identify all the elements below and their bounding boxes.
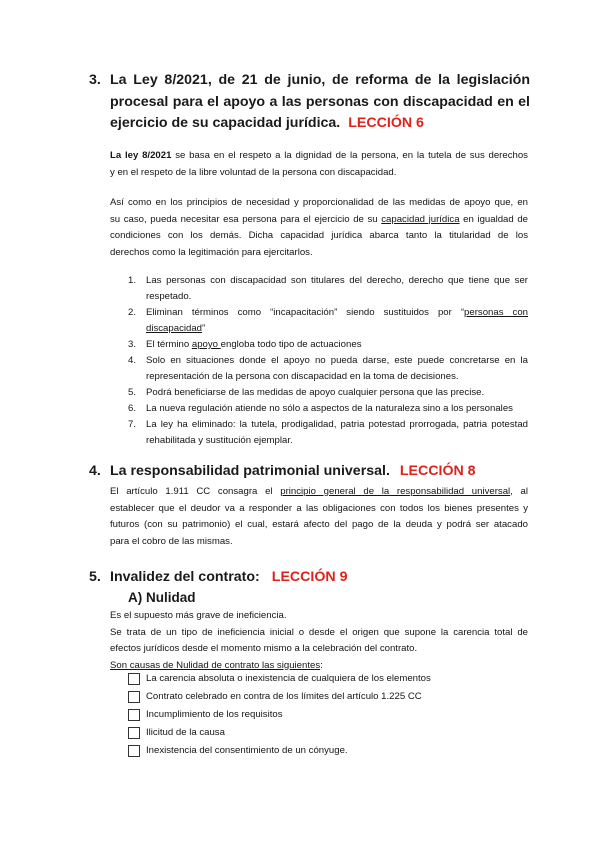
apoyo-term: apoyo [191, 339, 221, 350]
law-name: La ley 8/2021 [110, 150, 172, 161]
section-5-heading [110, 567, 347, 589]
section-3-paragraph-1 [110, 148, 528, 181]
section-5-title: Invalidez del contrato: [110, 569, 260, 585]
list-item: Inexistencia del consentimiento de un cónyuge. [128, 742, 528, 760]
list-item: 1. Las personas con discapacidad son titulares del derecho, derecho que tiene que ser respetado. [128, 275, 528, 302]
p1-line1: se basa en el respeto a la dignidad de la persona, en la tutela de sus derechos [175, 150, 528, 161]
list-item: 5. Podrá beneficiarse de las medidas de apoyo cualquier persona que las precise. [128, 387, 485, 398]
subsection-nulidad: A) Nulidad [128, 590, 196, 605]
list-item: 2. Eliminan términos como “incapacitación” siendo sustituidos por “personas con discapacidad” [128, 307, 529, 334]
section-4-heading [110, 461, 476, 483]
list-item: Ilicitud de la causa [128, 724, 528, 742]
section-4-lesson: LECCIÓN 8 [399, 463, 476, 479]
p2-line2b: en igualdad de [463, 213, 528, 225]
section-5-lesson: LECCIÓN 9 [271, 569, 348, 585]
section-3-heading [110, 70, 530, 135]
personas-con-discapacidad-term: personas con discapacidad [146, 307, 529, 334]
checkbox-icon[interactable] [128, 727, 140, 739]
section-4-number: 4. [89, 463, 101, 479]
checkbox-icon[interactable] [128, 673, 140, 685]
section-3-title-line2: procesal para el apoyo a las personas con discapacidad en el [110, 93, 530, 110]
list-item: 4. Solo en situaciones donde el apoyo no pueda darse, este puede concretarse en la representación de la persona con discapacidad en la toma de decisiones. [128, 355, 528, 382]
section-4-paragraph: El artículo 1.911 CC consagra el principio general de la responsabilidad universal, al establecer que el deudor va a responder a las obligaciones con todos los bienes presentes y futuros (con su patrimonio) el cual, estará afecto del pago de la deuda y podrá ser atacado para el cobro de las mismas. [110, 486, 528, 547]
section-5-paragraph: Es el supuesto más grave de ineficiencia. Se trata de un tipo de ineficiencia inicial o desde el origen que supone la carencia total de efectos jurídicos desde el momento mismo a la celebración del contrato. Son causas de Nulidad de contrato las siguientes: [110, 610, 528, 671]
p1-line2: y en el respeto de la libre voluntad de la persona con discapacidad. [110, 166, 397, 178]
checkbox-icon[interactable] [128, 691, 140, 703]
section-3-numbered-list [128, 273, 528, 449]
p2-line1: Así como en los principios de necesidad y proporcionalidad de las medidas de apoyo que, en [110, 197, 528, 208]
list-item: Incumplimiento de los requisitos [128, 706, 528, 724]
list-item: 7. La ley ha eliminado: la tutela, prodigalidad, patria potestad prorrogada, patria potestad rehabilitada y sustitución ejemplar. [128, 419, 528, 446]
p2-line4: derechos como la legitimación para ejercitarlos. [110, 246, 313, 258]
list-item: 3. El término apoyo engloba todo tipo de actuaciones [128, 339, 362, 350]
nulidad-causes-intro: Son causas de Nulidad de contrato las siguientes [110, 659, 321, 671]
list-item: La carencia absoluta o inexistencia de cualquiera de los elementos [128, 670, 528, 688]
checkbox-icon[interactable] [128, 709, 140, 721]
section-3-title-line1: La Ley 8/2021, de 21 de junio, de reforma de la legislación [110, 72, 530, 88]
p2-line3: condiciones con los demás. Dicha capacidad jurídica abarca tanto la titularidad de los [110, 230, 528, 241]
section-3-lesson: LECCIÓN 6 [348, 115, 424, 131]
section-3-number: 3. [89, 72, 101, 88]
section-3-paragraph-2 [110, 195, 528, 261]
checkbox-icon[interactable] [128, 745, 140, 757]
responsabilidad-universal-term: principio general de la responsabilidad universal [280, 486, 511, 497]
nulidad-causes-list [128, 670, 528, 760]
section-4-title: La responsabilidad patrimonial universal. [110, 463, 390, 479]
section-3-title-line3: ejercicio de su capacidad jurídica. [110, 115, 341, 131]
section-5-number: 5. [89, 569, 101, 585]
p2-line2a: su caso, pueda necesitar esa persona para el ejercicio de su [110, 213, 378, 225]
list-item: Contrato celebrado en contra de los límites del artículo 1.225 CC [128, 688, 528, 706]
list-item: 6. La nueva regulación atiende no sólo a aspectos de la naturaleza sino a los personales [128, 403, 513, 414]
capacidad-juridica-term: capacidad jurídica [381, 213, 460, 225]
